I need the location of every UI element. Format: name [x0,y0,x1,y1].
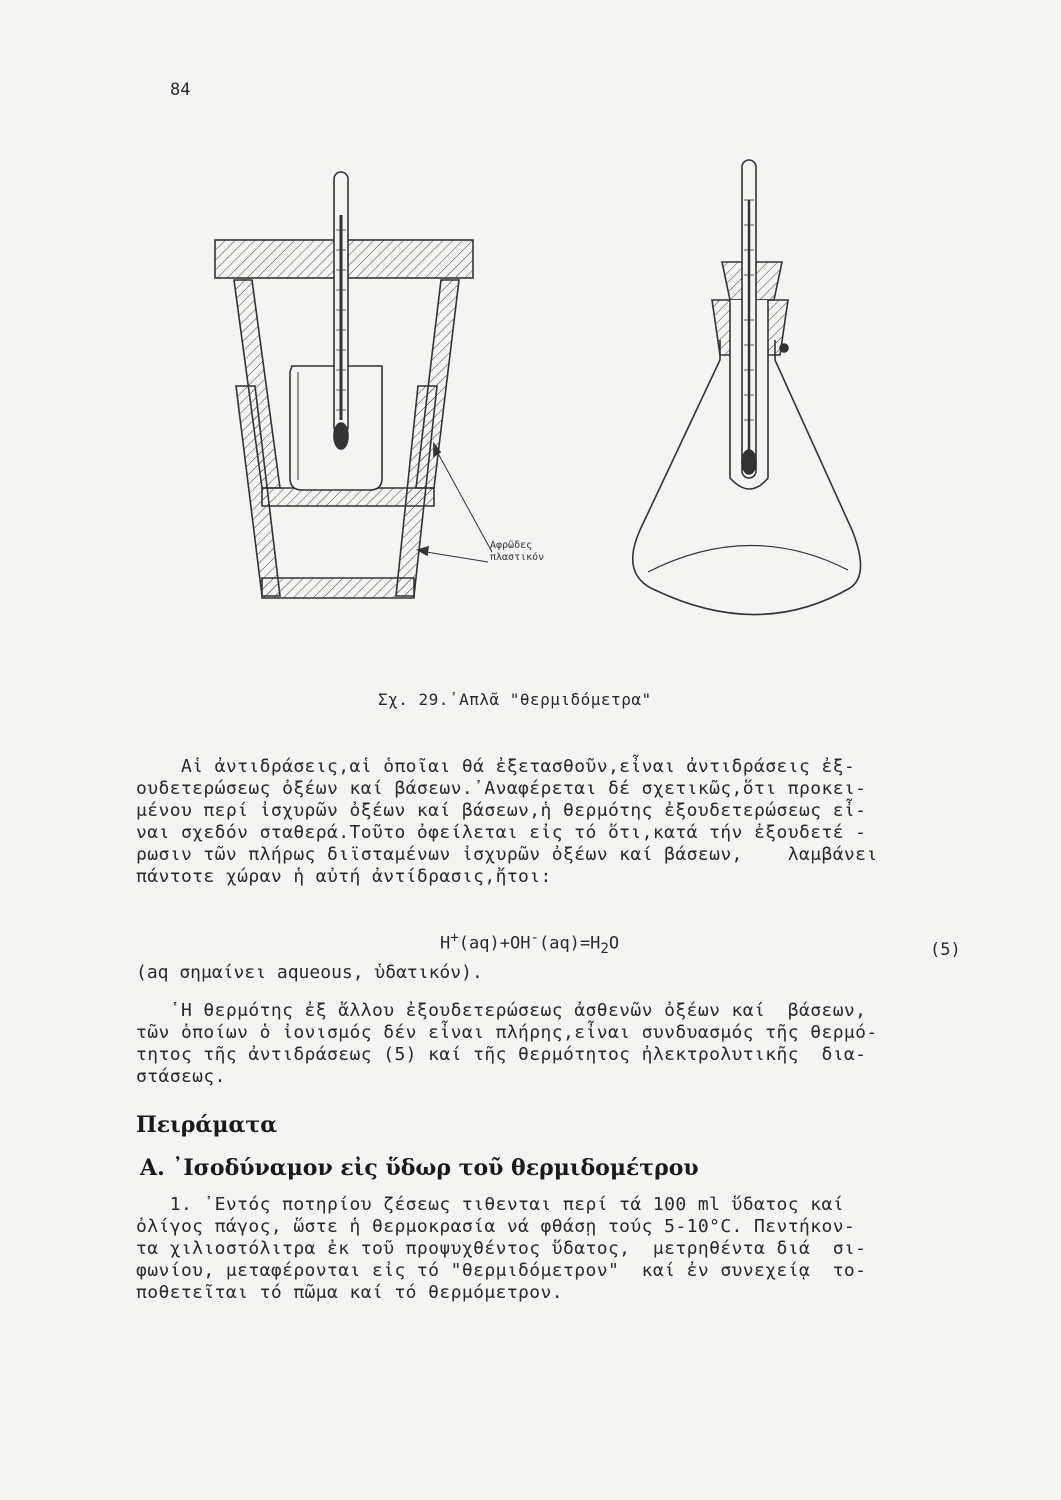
eq-sub2: 2 [600,941,609,958]
eq-plus: + [450,930,459,946]
eq-h: H [440,933,451,954]
text-line: Αἱ ἀντιδράσεις,αἱ ὁποῖαι θά ἐξετασθοῦν,εἶναι ἀντιδράσεις ἐξ- [136,756,856,777]
paragraph-neutralization [136,756,878,888]
text-line: ρωσιν τῶν πλήρως διϊσταμένων ἰσχυρῶν ὀξέων καί βάσεων, λαμβάνει [136,844,878,865]
text-line: πάντοτε χώραν ἡ αὐτή ἀντίδρασις,ἤτοι: [136,866,552,887]
text-line: τῶν ὁποίων ὁ ἰονισμός δέν εἶναι πλήρης,εἶναι συνδυασμός τῆς θερμό- [136,1022,878,1043]
equation-neutralization [440,930,619,957]
heading-section-a: A. ᾿Ισοδύναμον εἰς ὕδωρ τοῦ θερμιδομέτρου [140,1155,699,1181]
text-line: φωνίου, μεταφέρονται εἰς τό "θερμιδόμετρον" καί ἐν συνεχείᾳ το- [136,1260,867,1281]
figure-calorimeters [0,0,1061,680]
eq-minus: - [530,930,539,946]
eq-o: O [608,933,620,954]
text-line: ῾Η θερμότης ἐξ ἄλλου ἐξουδετερώσεως ἀσθενῶν ὀξέων καί βάσεων, [136,1000,867,1021]
eq-mid: (aq)+OH [458,933,531,954]
foam-cup-calorimeter-drawing [215,172,492,598]
figure-caption: Σχ. 29.᾿Απλᾶ "θερμιδόμετρα" [378,690,652,709]
figure-annotation-label [490,540,544,564]
text-line: τα χιλιοστόλιτρα ἐκ τοῦ προψυχθέντος ὕδατος, μετρηθέντα διά σι- [136,1238,867,1259]
text-line: ουδετερώσεως ὀξέων καί βάσεων.᾿Αναφέρεται δέ σχετικῶς,ὅτι προκει- [136,778,867,799]
equation-number: (5) [930,940,961,960]
text-line: 1. ᾿Εντός ποτηρίου ζέσεως τιθενται περί τά 100 ml ὕδατος καί [136,1194,844,1215]
text-line: τητος τῆς ἀντιδράσεως (5) καί τῆς θερμότητος ἠλεκτρολυτικῆς δια- [136,1044,867,1065]
annotation-line-2: πλαστικόν [490,552,545,563]
text-line: ποθετεῖται τό πῶμα καί τό θερμόμετρον. [136,1282,564,1303]
text-line: ναι σχεδόν σταθερά.Τοῦτο ὀφείλεται εἰς τό ὅτι,κατά τήν ἐξουδετέ - [136,822,867,843]
text-line: στάσεως. [136,1066,226,1087]
aq-note: (aq σημαίνει aqueous, ὑδατικόν). [136,962,483,983]
text-line: ὀλίγος πάγος, ὥστε ἡ θερμοκρασία νά φθάσῃ τούς 5-10°C. Πεντήκον- [136,1216,856,1237]
page-number: 84 [170,80,191,100]
paragraph-weak-acids [136,1000,878,1088]
text-line: μένου περί ἰσχυρῶν ὀξέων καί βάσεων,ἡ θερμότης ἐξουδετερώσεως εἶ- [136,800,867,821]
flask-calorimeter-drawing [633,160,861,615]
paragraph-procedure [136,1194,866,1304]
annotation-line-1: Αφρῶδες [490,540,533,551]
heading-experiments: Πειράματα [136,1112,278,1138]
eq-rest: (aq)=H [538,933,601,954]
